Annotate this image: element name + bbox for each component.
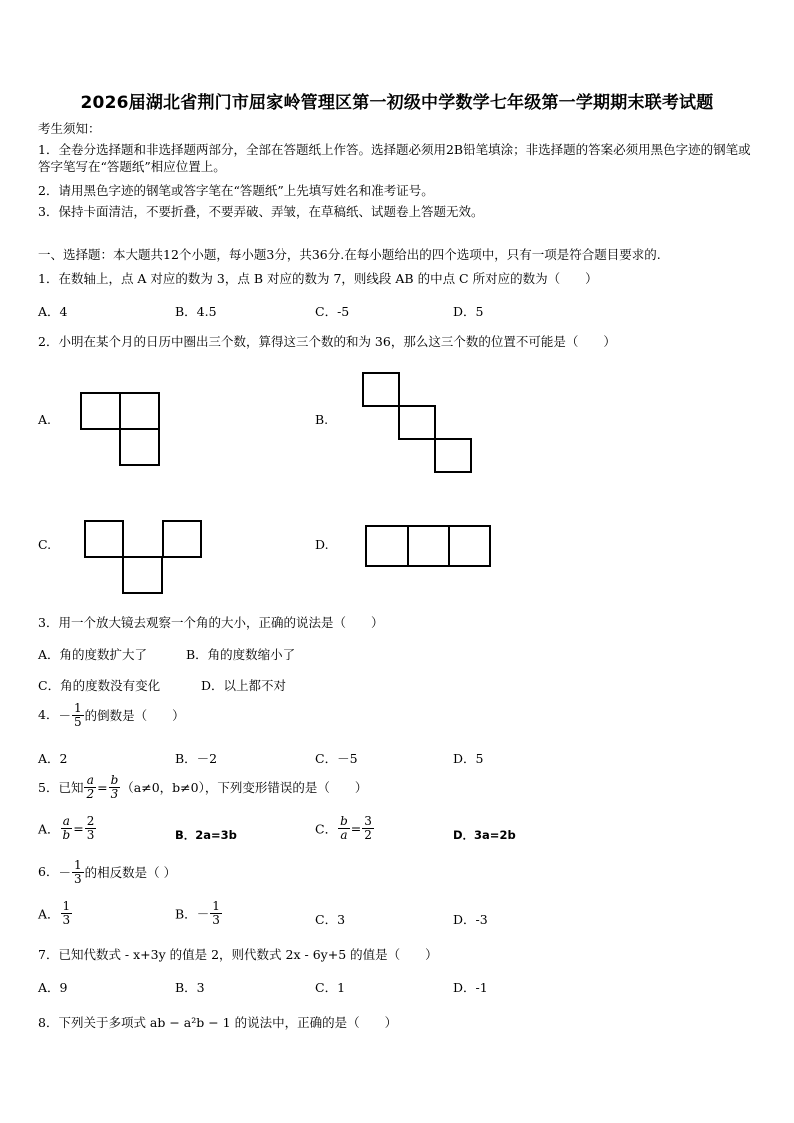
numerator: 2 bbox=[86, 814, 95, 828]
q1-option-c[interactable]: C．-5 bbox=[315, 304, 350, 319]
question-1: 1．在数轴上，点 A 对应的数为 3，点 B 对应的数为 7，则线段 AB 的中点 C 所对应的数为（ ） bbox=[38, 271, 598, 286]
q5-option-a-label: A． bbox=[38, 821, 60, 837]
calendar-cell bbox=[448, 525, 491, 567]
denominator: 3 bbox=[212, 913, 220, 927]
q5-lhs-fraction bbox=[84, 774, 96, 801]
q4-option-a[interactable]: A．2 bbox=[38, 751, 68, 766]
q5-option-d[interactable]: D．3a=2b bbox=[453, 828, 516, 842]
q6-numerator: 1 bbox=[73, 858, 82, 872]
q5-rhs-denominator: 3 bbox=[110, 787, 119, 801]
q5-option-a-fraction-2 bbox=[85, 815, 97, 842]
q6-minus: － bbox=[58, 865, 71, 880]
notice-heading: 考生须知： bbox=[38, 121, 101, 136]
q5-option-c-fraction-2 bbox=[362, 815, 374, 842]
q1-option-d[interactable]: D．5 bbox=[453, 304, 484, 319]
question-8: 8．下列关于多项式 ab − a²b − 1 的说法中，正确的是（ ） bbox=[38, 1015, 398, 1030]
denominator: b bbox=[62, 828, 71, 842]
denominator: a bbox=[340, 828, 348, 842]
calendar-cell bbox=[434, 438, 472, 473]
q2-option-c-figure[interactable] bbox=[84, 520, 202, 594]
q3-option-c[interactable]: C．角的度数没有变化 bbox=[38, 678, 161, 693]
q4-option-d[interactable]: D．5 bbox=[453, 751, 484, 766]
q6-option-a-label: A． bbox=[38, 906, 60, 922]
numerator: 1 bbox=[212, 899, 220, 913]
calendar-cell bbox=[407, 525, 450, 567]
q5-option-c[interactable] bbox=[315, 815, 375, 842]
q6-option-b-fraction bbox=[210, 900, 222, 927]
numerator: 3 bbox=[364, 814, 372, 828]
question-5 bbox=[38, 774, 367, 801]
q4-suffix: 的倒数是（ ） bbox=[84, 708, 185, 723]
q3-option-d[interactable]: D．以上都不对 bbox=[201, 678, 287, 693]
calendar-cell bbox=[119, 428, 160, 466]
q6-option-a[interactable] bbox=[38, 900, 73, 927]
q4-fraction bbox=[72, 702, 84, 729]
calendar-cell bbox=[365, 525, 409, 567]
q2-option-d-label[interactable]: D. bbox=[315, 537, 329, 552]
q4-prefix: 4． bbox=[38, 707, 59, 722]
calendar-cell bbox=[398, 405, 436, 440]
equals-sign: = bbox=[73, 821, 84, 836]
q5-option-c-fraction-1 bbox=[338, 815, 350, 842]
calendar-cell bbox=[119, 392, 160, 430]
q6-fraction bbox=[72, 859, 84, 886]
q2-option-a-figure[interactable] bbox=[80, 392, 160, 466]
calendar-cell bbox=[362, 372, 400, 407]
q5-suffix: （a≠0，b≠0），下列变形错误的是（ ） bbox=[121, 780, 368, 795]
q7-option-b[interactable]: B．3 bbox=[175, 980, 205, 995]
q2-option-c-label[interactable]: C. bbox=[38, 537, 52, 552]
q6-option-b-label: B． bbox=[175, 906, 197, 922]
notice-item-3: 3．保持卡面清洁，不要折叠，不要弄破、弄皱，在草稿纸、试题卷上答题无效。 bbox=[38, 204, 484, 219]
q6-option-b-minus: － bbox=[196, 906, 210, 922]
q6-option-d[interactable]: D．-3 bbox=[453, 912, 488, 927]
question-6 bbox=[38, 859, 176, 886]
q4-option-c[interactable]: C．－5 bbox=[315, 751, 358, 766]
q5-option-a-fraction-1 bbox=[61, 815, 73, 842]
q3-option-b[interactable]: B．角的度数缩小了 bbox=[186, 647, 296, 662]
q2-option-b-figure[interactable] bbox=[362, 372, 472, 473]
q3-option-a[interactable]: A．角的度数扩大了 bbox=[38, 647, 148, 662]
q6-denominator: 3 bbox=[73, 872, 82, 886]
question-7: 7．已知代数式 - x+3y 的值是 2，则代数式 2x - 6y+5 的值是（ ） bbox=[38, 947, 438, 962]
q6-suffix: 的相反数是（ ） bbox=[84, 865, 177, 880]
q5-lhs-denominator: 2 bbox=[86, 787, 95, 801]
q2-option-b-label[interactable]: B. bbox=[315, 412, 329, 427]
q1-option-b[interactable]: B．4.5 bbox=[175, 304, 217, 319]
q4-denominator: 5 bbox=[73, 715, 82, 729]
q6-option-c[interactable]: C．3 bbox=[315, 912, 346, 927]
equals-sign: = bbox=[350, 821, 362, 836]
q6-option-b[interactable] bbox=[175, 900, 223, 927]
q4-minus: － bbox=[58, 708, 71, 723]
denominator: 3 bbox=[62, 913, 71, 927]
page-title: 2026届湖北省荆门市屈家岭管理区第一初级中学数学七年级第一学期期末联考试题 bbox=[80, 93, 714, 113]
section-heading: 一、选择题：本大题共12个小题，每小题3分，共36分.在每小题给出的四个选项中，只有一项是符合题目要求的. bbox=[38, 247, 661, 262]
q7-option-a[interactable]: A．9 bbox=[38, 980, 68, 995]
calendar-cell bbox=[162, 520, 202, 558]
denominator: 2 bbox=[364, 828, 372, 842]
q6-option-a-fraction bbox=[61, 900, 73, 927]
q5-option-a[interactable] bbox=[38, 815, 97, 842]
question-4 bbox=[38, 702, 185, 729]
notice-item-2: 2．请用黑色字迹的钢笔或答字笔在“答题纸”上先填写姓名和准考证号。 bbox=[38, 183, 434, 198]
q5-rhs-fraction bbox=[109, 774, 121, 801]
q4-option-b[interactable]: B．－2 bbox=[175, 751, 218, 766]
numerator: 1 bbox=[62, 899, 71, 913]
q5-option-b[interactable]: B．2a=3b bbox=[175, 828, 237, 842]
q2-option-a-label[interactable]: A. bbox=[38, 412, 52, 427]
notice-item-1: 1．全卷分选择题和非选择题两部分，全部在答题纸上作答。选择题必须用2B铅笔填涂；非选择题的答案必须用黑色字迹的钢笔或答字笔写在“答题纸”相应位置上。 bbox=[38, 142, 751, 174]
q4-numerator: 1 bbox=[73, 701, 82, 715]
q1-option-a[interactable]: A．4 bbox=[38, 304, 68, 319]
q7-option-d[interactable]: D．-1 bbox=[453, 980, 488, 995]
calendar-cell bbox=[80, 392, 121, 430]
q5-option-c-label: C． bbox=[315, 821, 338, 837]
q5-lhs-numerator: a bbox=[84, 774, 96, 788]
q5-equals: = bbox=[97, 780, 108, 795]
numerator: b bbox=[340, 814, 348, 828]
denominator: 3 bbox=[86, 828, 95, 842]
q5-rhs-numerator: b bbox=[110, 773, 119, 787]
calendar-cell bbox=[122, 556, 163, 594]
question-3: 3．用一个放大镜去观察一个角的大小，正确的说法是（ ） bbox=[38, 615, 384, 630]
question-2: 2．小明在某个月的日历中圈出三个数，算得这三个数的和为 36，那么这三个数的位置不可能是（ ） bbox=[38, 334, 616, 349]
q7-option-c[interactable]: C．1 bbox=[315, 980, 346, 995]
q5-prefix: 5．已知 bbox=[38, 780, 84, 795]
q2-option-d-figure[interactable] bbox=[365, 525, 491, 567]
q6-prefix: 6． bbox=[38, 864, 59, 879]
numerator: a bbox=[61, 815, 73, 829]
calendar-cell bbox=[84, 520, 124, 558]
